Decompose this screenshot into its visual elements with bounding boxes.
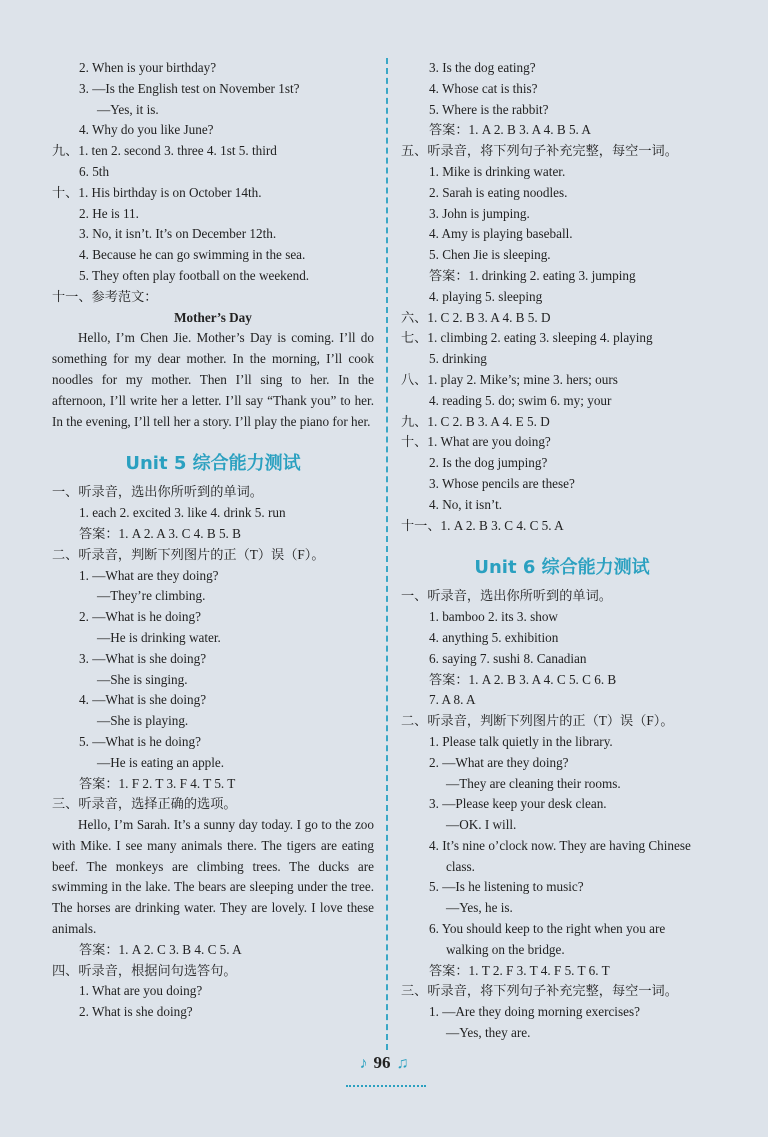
answer-line: 3. —Please keep your desk clean. bbox=[429, 796, 607, 812]
answer-line: 4. Why do you like June? bbox=[79, 122, 214, 138]
answer-line: 5. drinking bbox=[429, 351, 487, 367]
answer-line: 4. anything 5. exhibition bbox=[429, 629, 559, 645]
answer-line: 二、听录音，判断下列图片的正（T）误（F）。 bbox=[52, 546, 325, 562]
answer-line: 5. —Is he listening to music? bbox=[429, 879, 584, 895]
answer-line: 4. It’s nine o’clock now. They are having Chinese bbox=[429, 837, 691, 853]
answer-line: 三、听录音，选择正确的选项。 bbox=[52, 796, 237, 812]
answer-line: 3. —Is the English test on November 1st? bbox=[79, 80, 300, 96]
answer-line: 答案：1. A 2. C 3. B 4. C 5. A bbox=[79, 941, 242, 957]
answer-line: —They’re climbing. bbox=[97, 588, 206, 604]
answer-line: 6. 5th bbox=[79, 163, 110, 179]
page-number: 96 bbox=[373, 1053, 391, 1072]
answer-line: 4. Amy is playing baseball. bbox=[429, 226, 573, 242]
essay-title: Mother’s Day bbox=[174, 309, 252, 325]
left-column bbox=[52, 58, 374, 1023]
answer-line: 1. each 2. excited 3. like 4. drink 5. run bbox=[79, 505, 286, 521]
answer-line: —Yes, he is. bbox=[446, 900, 513, 916]
answer-line: —OK. I will. bbox=[446, 817, 517, 833]
music-note-icon: ♪ bbox=[359, 1055, 368, 1072]
answer-line: 十、1. His birthday is on October 14th. bbox=[52, 184, 262, 200]
answer-line: 九、1. ten 2. second 3. three 4. 1st 5. third bbox=[52, 143, 277, 159]
answer-line: 4. No, it isn’t. bbox=[429, 496, 503, 512]
answer-line: 5. Chen Jie is sleeping. bbox=[429, 247, 551, 263]
essay-text: Hello, I’m Chen Jie. Mother’s Day is coming. I’ll do something for my dear mother. In the morning, I’ll cook noodles for my mother. Then I’ll sing to her. In the afternoon, I’ll write her a letter. I’ll say “Thank you” to her. In the evening, I’ll tell her a story. I’ll play the piano for her. bbox=[52, 330, 374, 429]
answer-line: 4. Whose cat is this? bbox=[429, 80, 538, 96]
unit5-answers bbox=[52, 482, 374, 815]
answer-line: —He is eating an apple. bbox=[97, 754, 225, 770]
answer-line: 十、1. What are you doing? bbox=[401, 434, 551, 450]
left-answers-bottom bbox=[52, 940, 374, 1023]
answer-line: 答案：1. T 2. F 3. T 4. F 5. T 6. T bbox=[429, 962, 610, 978]
column-divider bbox=[386, 58, 388, 1050]
answer-line: 1. Mike is drinking water. bbox=[429, 163, 566, 179]
answer-line: —He is drinking water. bbox=[97, 629, 221, 645]
answer-line: 九、1. C 2. B 3. A 4. E 5. D bbox=[401, 413, 550, 429]
answer-line: 2. Sarah is eating noodles. bbox=[429, 184, 568, 200]
answer-line: 六、1. C 2. B 3. A 4. B 5. D bbox=[401, 309, 551, 325]
answer-line: 3. Whose pencils are these? bbox=[429, 475, 575, 491]
answer-line: 2. What is she doing? bbox=[79, 1004, 193, 1020]
answer-line: 答案：1. A 2. B 3. A 4. B 5. A bbox=[429, 122, 591, 138]
answer-line: 十一、参考范文： bbox=[52, 288, 158, 304]
answer-line: 二、听录音，判断下列图片的正（T）误（F）。 bbox=[401, 713, 674, 729]
answer-line: 5. —What is he doing? bbox=[79, 733, 201, 749]
answer-line: 3. —What is she doing? bbox=[79, 650, 207, 666]
answer-line: —She is singing. bbox=[97, 671, 188, 687]
answer-line: 2. —What is he doing? bbox=[79, 609, 201, 625]
answer-line: 答案：1. drinking 2. eating 3. jumping bbox=[429, 267, 636, 283]
wave-decoration bbox=[346, 1079, 426, 1087]
answer-line: 5. Where is the rabbit? bbox=[429, 101, 549, 117]
answer-line: 2. He is 11. bbox=[79, 205, 139, 221]
answer-line: walking on the bridge. bbox=[446, 941, 565, 957]
answer-line: 3. John is jumping. bbox=[429, 205, 530, 221]
unit6-answers bbox=[401, 586, 723, 1044]
right-column bbox=[401, 58, 723, 1044]
answer-line: 4. playing 5. sleeping bbox=[429, 288, 543, 304]
answer-line: 1. —Are they doing morning exercises? bbox=[429, 1004, 640, 1020]
answer-line: 3. Is the dog eating? bbox=[429, 60, 536, 75]
answer-line: 1. —What are they doing? bbox=[79, 567, 219, 583]
right-answers-top bbox=[401, 58, 723, 536]
answer-line: 答案：1. F 2. T 3. F 4. T 5. T bbox=[79, 775, 236, 791]
answer-line: —Yes, it is. bbox=[97, 101, 159, 117]
answer-line: 4. —What is she doing? bbox=[79, 692, 207, 708]
answer-line: 五、听录音，将下列句子补充完整，每空一词。 bbox=[401, 143, 678, 159]
answer-line: 6. You should keep to the right when you are bbox=[429, 921, 666, 937]
answer-line: 答案：1. A 2. A 3. C 4. B 5. B bbox=[79, 525, 241, 541]
unit5-heading: Unit 5 综合能力测试 bbox=[125, 453, 301, 475]
answer-line: 7. A 8. A bbox=[429, 692, 476, 708]
answer-line: —She is playing. bbox=[97, 713, 189, 729]
answer-line: 3. No, it isn’t. It’s on December 12th. bbox=[79, 226, 277, 242]
zoo-passage: Hello, I’m Sarah. It’s a sunny day today. I go to the zoo with Mike. I see many animals there. The tigers are eating beef. The monkeys are climbing trees. The ducks are swimming in the lake. The bears are sleeping under the tree. The horses are drinking water. They are lovely. I love these animals. bbox=[52, 817, 374, 937]
answer-line: 2. When is your birthday? bbox=[79, 60, 217, 75]
answer-line: 4. Because he can go swimming in the sea. bbox=[79, 247, 306, 263]
answer-line: 三、听录音，将下列句子补充完整，每空一词。 bbox=[401, 983, 678, 999]
answer-line: 2. —What are they doing? bbox=[429, 754, 569, 770]
answer-line: 一、听录音，选出你所听到的单词。 bbox=[52, 484, 263, 500]
answer-line: —Yes, they are. bbox=[446, 1025, 531, 1041]
unit6-heading: Unit 6 综合能力测试 bbox=[474, 557, 650, 579]
answer-line: 1. Please talk quietly in the library. bbox=[429, 733, 613, 749]
answer-line: 1. bamboo 2. its 3. show bbox=[429, 609, 558, 625]
music-notes-icon: ♫ bbox=[396, 1055, 409, 1072]
answer-line: 答案：1. A 2. B 3. A 4. C 5. C 6. B bbox=[429, 671, 617, 687]
left-answers-top bbox=[52, 58, 374, 308]
answer-line: class. bbox=[446, 858, 475, 874]
answer-line: 1. What are you doing? bbox=[79, 983, 203, 999]
answer-line: 5. They often play football on the weekend. bbox=[79, 267, 310, 283]
answer-line: 6. saying 7. sushi 8. Canadian bbox=[429, 650, 587, 666]
answer-line: 2. Is the dog jumping? bbox=[429, 455, 548, 471]
answer-line: 四、听录音，根据问句选答句。 bbox=[52, 962, 237, 978]
answer-line: 八、1. play 2. Mike’s; mine 3. hers; ours bbox=[401, 371, 618, 387]
answer-line: 七、1. climbing 2. eating 3. sleeping 4. playing bbox=[401, 330, 653, 346]
answer-line: 一、听录音，选出你所听到的单词。 bbox=[401, 588, 612, 604]
page-number-footer bbox=[0, 1053, 768, 1073]
answer-line: —They are cleaning their rooms. bbox=[446, 775, 621, 791]
answer-line: 4. reading 5. do; swim 6. my; your bbox=[429, 392, 612, 408]
answer-line: 十一、1. A 2. B 3. C 4. C 5. A bbox=[401, 517, 564, 533]
